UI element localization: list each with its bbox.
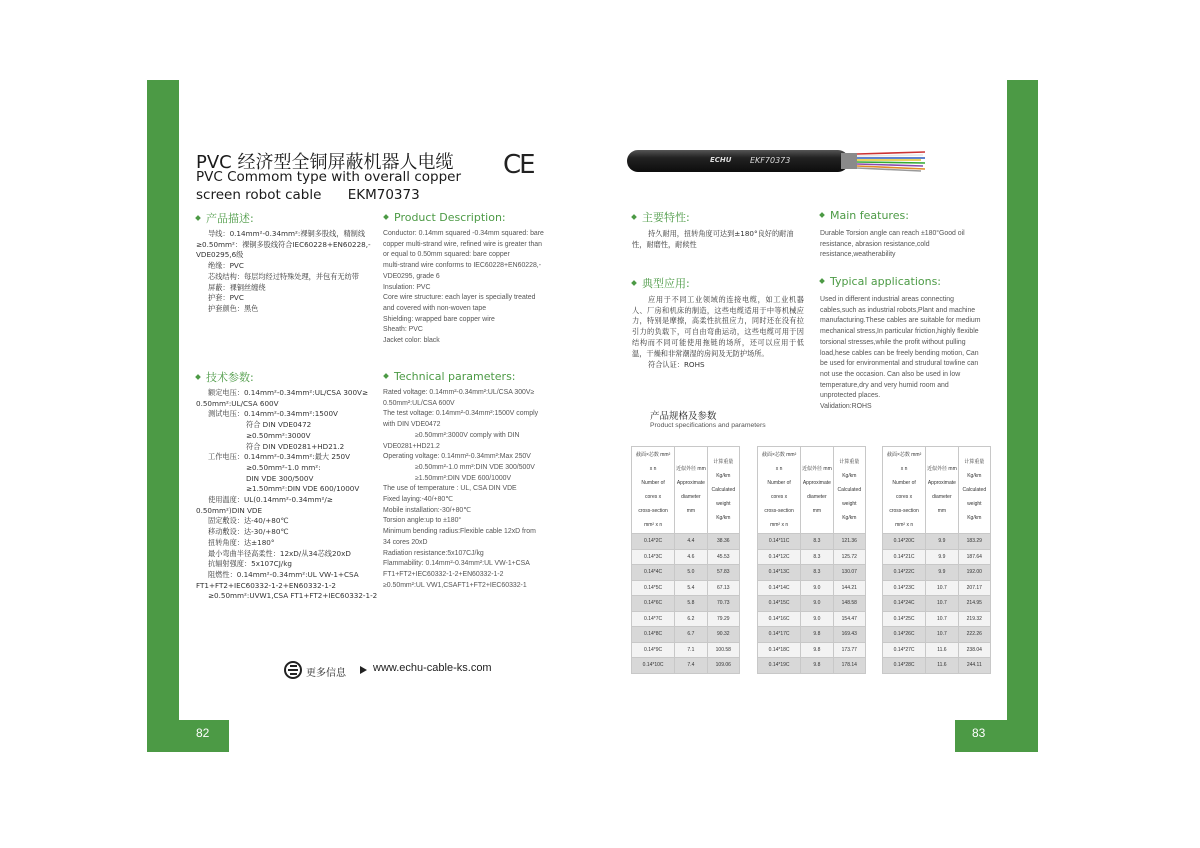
header-line: 近似外径 mm	[802, 466, 832, 472]
header-line: Kg/km	[716, 473, 731, 479]
text-line: VDE0281+HD21.2	[383, 442, 440, 450]
header-line: Approximate	[927, 480, 956, 486]
table-header-cell	[632, 447, 675, 534]
header-line: mm² x n	[895, 522, 914, 528]
header-line: 截面×芯数 mm²	[886, 452, 922, 458]
table-cell: 0.14*5C	[632, 580, 675, 596]
table-row	[758, 658, 866, 674]
text-line: 芯线结构：每层均经过特殊处理，并包有无纺带	[208, 271, 359, 281]
text-line: ≥1.50mm²:DIN VDE 600/1000V	[246, 484, 360, 494]
table-row	[758, 549, 866, 565]
text-line: multi-strand wire conforms to IEC60228+EN60228,-	[383, 262, 541, 270]
text-line: Core wire structure: each layer is specially treated	[383, 294, 536, 302]
table-cell: 10.7	[926, 596, 958, 612]
heading-text: 主要特性:	[642, 211, 690, 224]
typical-applications-zh-heading	[632, 275, 690, 291]
table-row	[758, 611, 866, 627]
table-cell: 9.0	[801, 580, 833, 596]
model-number: EKM70373	[347, 187, 420, 203]
table-row	[883, 565, 991, 581]
table-row	[883, 658, 991, 674]
table-cell: 0.14*12C	[758, 549, 801, 565]
text-line: or equal to 0.50mm squared: bare copper	[383, 251, 510, 259]
table-cell: 183.29	[958, 534, 990, 550]
text-line: ≥0.50mm²：裸铜多股线符合IEC60228+EN60228,-	[196, 239, 371, 249]
text-line: Durable Torsion angle can reach ±180°Good oil	[820, 230, 965, 237]
technical-parameters-zh	[196, 388, 376, 602]
table-cell: 0.14*18C	[758, 642, 801, 658]
title-zh: PVC 经济型全铜屏蔽机器人电缆	[196, 152, 454, 173]
text-line: 护套颜色：黑色	[208, 303, 259, 313]
table-cell: 109.06	[707, 658, 739, 674]
table-cell: 0.14*6C	[632, 596, 675, 612]
header-line: 截面×芯数 mm²	[761, 452, 797, 458]
table-cell: 238.04	[958, 642, 990, 658]
text-line: Mobile installation:-30/+80℃	[383, 506, 471, 514]
website-link[interactable]: www.echu-cable-ks.com	[373, 662, 492, 674]
table-row	[883, 580, 991, 596]
table-cell: 130.07	[833, 565, 865, 581]
typical-applications-en	[820, 295, 995, 413]
table-cell: 0.14*16C	[758, 611, 801, 627]
table-cell: 38.36	[707, 534, 739, 550]
header-line: x n	[775, 466, 783, 472]
diamond-bullet-icon	[383, 214, 389, 220]
text-line: Radiation resistance:5x107CJ/kg	[383, 549, 484, 557]
table-cell: 0.14*27C	[883, 642, 926, 658]
header-line: cross-section	[638, 508, 668, 514]
header-line: 计算重量	[964, 459, 985, 465]
header-line: weight	[967, 501, 982, 507]
table-cell: 0.14*28C	[883, 658, 926, 674]
table-row	[632, 549, 740, 565]
text-line: DIN VDE 300/500V	[246, 473, 314, 483]
text-line: VDE0295, grade 6	[383, 272, 440, 280]
text-line: Fixed laying:-40/+80℃	[383, 496, 453, 504]
text-line: 符合 DIN VDE0281+HD21.2	[246, 441, 345, 451]
spec-table-1	[631, 446, 740, 674]
text-line: manufacturing.These cables are suitable for medium	[820, 317, 981, 325]
table-cell: 9.9	[926, 549, 958, 565]
main-features-zh-heading	[632, 209, 690, 225]
text-line: Torsion angle:up to ±180°	[383, 517, 462, 525]
text-line: Jacket color: black	[383, 337, 440, 345]
text-line: ≥0.50mm²:3000V	[246, 430, 311, 440]
table-cell: 45.53	[707, 549, 739, 565]
header-line: cross-section	[889, 508, 919, 514]
text-line: Insulation: PVC	[383, 283, 431, 291]
text-line: ≥0.50mm²:3000V comply with DIN	[415, 431, 520, 439]
header-line: x n	[900, 466, 908, 472]
header-line: Calculated	[711, 487, 736, 493]
heading-text: Main features:	[830, 209, 909, 222]
product-description-zh	[196, 229, 374, 315]
header-line: mm	[686, 508, 696, 514]
table-cell: 5.0	[675, 565, 707, 581]
table-row	[758, 627, 866, 643]
text-line: Sheath: PVC	[383, 326, 423, 334]
spec-table-3	[882, 446, 991, 674]
table-cell: 5.4	[675, 580, 707, 596]
table-row	[758, 596, 866, 612]
text-line: ≥0.50mm²-1.0 mm²:	[246, 462, 321, 472]
table-cell: 0.14*3C	[632, 549, 675, 565]
title-en-line1: PVC Commom type with overall copper	[196, 169, 462, 185]
spec-table-2	[757, 446, 866, 674]
play-arrow-icon	[360, 666, 367, 674]
header-line: Approximate	[676, 480, 705, 486]
text-line: cables,such as industrial robots,Plant and machine	[820, 306, 976, 314]
table-row	[632, 580, 740, 596]
text-line: ≥0.50mm²:UL VW1,CSAFT1+FT2+IEC60332-1	[383, 581, 527, 589]
table-cell: 9.9	[926, 565, 958, 581]
text-line: Minimum bending radius:Flexible cable 12xD from	[383, 528, 536, 536]
header-line: Calculated	[837, 487, 862, 493]
table-cell: 0.14*26C	[883, 627, 926, 643]
table-cell: 144.21	[833, 580, 865, 596]
text-line: be used for environmental and strudural towline can	[820, 360, 979, 368]
header-line: cores x	[771, 494, 788, 500]
header-line: Kg/km	[967, 515, 982, 521]
table-cell: 6.2	[675, 611, 707, 627]
ce-mark-icon: CE	[503, 150, 534, 180]
technical-parameters-zh-heading	[196, 369, 254, 385]
table-row	[632, 658, 740, 674]
text-line: not use the occasion. Can also be used in low	[820, 370, 961, 378]
table-cell: 0.14*23C	[883, 580, 926, 596]
header-line: 计算重量	[839, 459, 860, 465]
table-cell: 8.3	[801, 565, 833, 581]
table-header-cell	[958, 447, 990, 534]
table-header-row	[883, 447, 991, 534]
table-row	[632, 627, 740, 643]
table-header-cell	[758, 447, 801, 534]
technical-parameters-en-heading	[384, 370, 516, 383]
text-line: ≥0.50mm²-1.0 mm²:DIN VDE 300/500V	[415, 463, 535, 471]
header-line: diameter	[681, 494, 701, 500]
table-cell: 79.29	[707, 611, 739, 627]
table-row	[758, 565, 866, 581]
table-cell: 0.14*4C	[632, 565, 675, 581]
title-en-line2-text: screen robot cable	[196, 187, 322, 203]
text-line: torsional stresses,while the profit without pulling	[820, 338, 966, 346]
header-line: mm² x n	[770, 522, 789, 528]
page-number-left: 82	[196, 726, 210, 740]
table-header-row	[632, 447, 740, 534]
table-cell: 207.17	[958, 580, 990, 596]
text-line: 固定敷设：达-40/+80℃	[208, 516, 289, 526]
text-line: FT1+FT2+IEC60332-1-2+EN60332-1-2	[383, 570, 504, 578]
header-line: weight	[716, 501, 731, 507]
text-line: 0.50mm²:UL/CSA 600V	[383, 399, 455, 407]
typical-applications-zh-cert: 符合认证：ROHS	[648, 360, 705, 369]
header-line: diameter	[807, 494, 827, 500]
text-line: 34 cores 20xD	[383, 538, 428, 546]
table-cell: 214.95	[958, 596, 990, 612]
header-line: x n	[649, 466, 657, 472]
table-row	[883, 642, 991, 658]
specs-heading-en: Product specifications and parameters	[650, 422, 766, 429]
technical-parameters-en	[383, 388, 555, 591]
text-line: Operating voltage: 0.14mm²-0.34mm²:Max 250V	[383, 453, 531, 461]
header-line: Number of	[641, 480, 665, 486]
typical-applications-en-heading	[820, 275, 941, 288]
header-line: 计算重量	[713, 459, 734, 465]
table-cell: 10.7	[926, 580, 958, 596]
header-line: mm² x n	[644, 522, 663, 528]
text-line: mechanical stress,In particular friction,highly flexible	[820, 328, 979, 336]
diamond-bullet-icon	[383, 373, 389, 379]
table-row	[758, 642, 866, 658]
echu-logo-icon	[284, 661, 302, 679]
text-line: Used in different industrial areas connecting	[820, 296, 954, 303]
text-line: 移动敷设：达-30/+80℃	[208, 527, 289, 537]
table-header-cell	[883, 447, 926, 534]
table-row	[883, 596, 991, 612]
specs-heading-zh: 产品规格及参数	[650, 411, 717, 422]
table-cell: 154.47	[833, 611, 865, 627]
header-line: Kg/km	[842, 515, 857, 521]
header-line: Kg/km	[842, 473, 857, 479]
table-cell: 0.14*13C	[758, 565, 801, 581]
header-line: diameter	[932, 494, 952, 500]
product-description-zh-heading	[196, 210, 254, 226]
table-cell: 0.14*22C	[883, 565, 926, 581]
text-line: The test voltage: 0.14mm²-0.34mm²:1500V comply	[383, 410, 539, 418]
text-line: copper multi-strand wire, refined wire is greater than	[383, 240, 542, 248]
table-cell: 0.14*10C	[632, 658, 675, 674]
cable-brand-label: ECHU	[710, 156, 732, 164]
table-header-cell	[801, 447, 833, 534]
text-line: ≥0.50mm²:UVW1,CSA FT1+FT2+IEC60332-1-2	[208, 591, 378, 601]
heading-text: 产品描述:	[206, 212, 254, 225]
cable-model-label: EKF70373	[750, 156, 791, 165]
table-cell: 11.6	[926, 642, 958, 658]
table-header-cell	[833, 447, 865, 534]
table-cell: 0.14*14C	[758, 580, 801, 596]
table-cell: 0.14*20C	[883, 534, 926, 550]
text-line: and covered with non-woven tape	[383, 304, 487, 312]
text-line: 导线：0.14mm²-0.34mm²:裸铜多股线，精制线	[208, 229, 366, 238]
table-cell: 7.1	[675, 642, 707, 658]
table-cell: 5.8	[675, 596, 707, 612]
table-cell: 148.58	[833, 596, 865, 612]
header-line: cores x	[645, 494, 662, 500]
table-cell: 187.64	[958, 549, 990, 565]
typical-applications-zh: 应用于不同工业领域的连接电缆，如工业机器人、厂房和机床的制造，这些电缆适用于中等机械应力，特别是摩擦，高柔性抗扭应力，同时还在没有拉引力的负载下，可自由弯曲运动，这些电缆可用于因结构而不同可能使用拖链的场所，还可以应用于低温，干燥和非常潮湿的房间及无防护场所。	[632, 295, 804, 358]
table-row	[632, 565, 740, 581]
header-line: cores x	[896, 494, 913, 500]
table-cell: 0.14*17C	[758, 627, 801, 643]
table-row	[632, 611, 740, 627]
table-cell: 0.14*15C	[758, 596, 801, 612]
main-features-en	[820, 229, 992, 261]
product-description-en	[383, 229, 555, 347]
text-line: The use of temperature : UL, CSA DIN VDE	[383, 485, 517, 493]
header-line: Number of	[892, 480, 916, 486]
table-cell: 192.00	[958, 565, 990, 581]
table-cell: 0.14*7C	[632, 611, 675, 627]
text-line: Rated voltage: 0.14mm²-0.34mm²:UL/CSA 300V≥	[383, 389, 535, 396]
text-line: VDE0295,6级	[196, 250, 244, 260]
text-line: 屏蔽：裸铜丝缠绕	[208, 282, 266, 292]
text-line: 额定电压：0.14mm²-0.34mm²:UL/CSA 300V≥	[208, 388, 368, 397]
text-line: with DIN VDE0472	[383, 421, 441, 429]
header-line: 近似外径 mm	[676, 466, 706, 472]
text-line: Flammability: 0.14mm²-0.34mm²:UL VW-1+CSA	[383, 560, 530, 568]
text-line: 测试电压：0.14mm²-0.34mm²:1500V	[208, 409, 338, 419]
text-line: temperature,dry and very humid room and	[820, 381, 949, 389]
header-line: Number of	[767, 480, 791, 486]
table-cell: 9.8	[801, 627, 833, 643]
text-line: ≥1.50mm²:DIN VDE 600/1000V	[415, 474, 512, 482]
more-info-label: 更多信息	[306, 668, 346, 679]
heading-text: Technical parameters:	[394, 370, 516, 383]
table-cell: 0.14*24C	[883, 596, 926, 612]
heading-text: Product Description:	[394, 211, 506, 224]
table-cell: 8.3	[801, 534, 833, 550]
text-line: 使用温度：UL(0.14mm²-0.34mm²/≥	[208, 495, 333, 505]
text-line: 0.50mm²:UL/CSA 600V	[196, 398, 279, 408]
table-cell: 9.0	[801, 611, 833, 627]
main-features-en-heading	[820, 209, 909, 222]
text-line: 0.50mm²)DIN VDE	[196, 505, 263, 515]
diamond-bullet-icon	[195, 215, 201, 221]
table-cell: 0.14*19C	[758, 658, 801, 674]
text-line: load,hese cables can be freely bending motion, Can	[820, 349, 979, 357]
title-en-line2	[196, 186, 420, 204]
heading-text: 技术参数:	[206, 371, 254, 384]
table-header-cell	[926, 447, 958, 534]
table-cell: 7.4	[675, 658, 707, 674]
text-line: Shielding: wrapped bare copper wire	[383, 315, 495, 323]
table-cell: 10.7	[926, 611, 958, 627]
table-cell: 100.58	[707, 642, 739, 658]
table-header-cell	[675, 447, 707, 534]
table-cell: 169.43	[833, 627, 865, 643]
table-row	[632, 534, 740, 550]
text-line: 抗辐射强度：5x107CJ/kg	[208, 559, 292, 569]
table-row	[883, 627, 991, 643]
table-cell: 0.14*2C	[632, 534, 675, 550]
text-line: 护套：PVC	[208, 293, 244, 303]
header-line: cross-section	[764, 508, 794, 514]
table-row	[758, 534, 866, 550]
diamond-bullet-icon	[819, 278, 825, 284]
table-cell: 9.0	[801, 596, 833, 612]
table-cell: 0.14*8C	[632, 627, 675, 643]
table-cell: 178.14	[833, 658, 865, 674]
text-line: FT1+FT2+IEC60332-1-2+EN60332-1-2	[196, 580, 337, 590]
text-line: Conductor: 0.14mm squared -0.34mm squared: bare	[383, 230, 544, 237]
table-header-row	[758, 447, 866, 534]
text-line: Validation:ROHS	[820, 403, 872, 411]
table-cell: 9.8	[801, 642, 833, 658]
table-cell: 8.3	[801, 549, 833, 565]
table-row	[883, 549, 991, 565]
table-cell: 11.6	[926, 658, 958, 674]
table-cell: 70.73	[707, 596, 739, 612]
header-line: mm	[812, 508, 822, 514]
table-cell: 0.14*11C	[758, 534, 801, 550]
text-line: unprotected places.	[820, 392, 881, 400]
diamond-bullet-icon	[195, 374, 201, 380]
diamond-bullet-icon	[819, 212, 825, 218]
table-row	[758, 580, 866, 596]
table-cell: 173.77	[833, 642, 865, 658]
table-cell: 90.32	[707, 627, 739, 643]
table-row	[883, 611, 991, 627]
header-line: 截面×芯数 mm²	[635, 452, 671, 458]
header-line: Calculated	[962, 487, 987, 493]
text-line: 最小弯曲半径高柔性：12xD/从34芯线20xD	[208, 548, 351, 558]
table-cell: 4.6	[675, 549, 707, 565]
table-cell: 0.14*9C	[632, 642, 675, 658]
echu-logo-svg	[284, 661, 302, 679]
table-cell: 121.36	[833, 534, 865, 550]
table-cell: 222.26	[958, 627, 990, 643]
table-cell: 0.14*21C	[883, 549, 926, 565]
table-row	[883, 534, 991, 550]
text-line: resistance,weatherability	[820, 251, 896, 259]
diamond-bullet-icon	[631, 280, 637, 286]
table-cell: 9.8	[801, 658, 833, 674]
table-cell: 57.83	[707, 565, 739, 581]
header-line: weight	[842, 501, 857, 507]
main-features-zh: 持久耐用，扭转角度可达到±180°良好的耐油性，耐磨性，耐候性	[632, 229, 794, 249]
table-cell: 10.7	[926, 627, 958, 643]
table-cell: 9.9	[926, 534, 958, 550]
text-line: 工作电压：0.14mm²-0.34mm²:最大 250V	[208, 452, 351, 462]
table-cell: 219.32	[958, 611, 990, 627]
table-cell: 0.14*25C	[883, 611, 926, 627]
table-header-cell	[707, 447, 739, 534]
header-line: Kg/km	[967, 473, 982, 479]
text-line: 绝缘：PVC	[208, 261, 244, 271]
text-line: 扭转角度：达±180°	[208, 537, 275, 547]
table-row	[632, 596, 740, 612]
table-cell: 4.4	[675, 534, 707, 550]
text-line: resistance, abrasion resistance,cold	[820, 240, 930, 248]
text-line: 符合 DIN VDE0472	[246, 420, 312, 430]
page-number-right: 83	[972, 726, 986, 740]
heading-text: Typical applications:	[830, 275, 942, 288]
table-cell: 125.72	[833, 549, 865, 565]
heading-text: 典型应用:	[642, 277, 690, 290]
header-line: Approximate	[802, 480, 831, 486]
table-cell: 6.7	[675, 627, 707, 643]
header-line: 近似外径 mm	[927, 466, 957, 472]
text-line: 阻燃性：0.14mm²-0.34mm²:UL VW-1+CSA	[208, 569, 359, 579]
header-line: Kg/km	[716, 515, 731, 521]
diamond-bullet-icon	[631, 214, 637, 220]
header-line: mm	[937, 508, 947, 514]
table-cell: 244.11	[958, 658, 990, 674]
product-description-en-heading	[384, 211, 506, 224]
table-row	[632, 642, 740, 658]
table-cell: 67.13	[707, 580, 739, 596]
